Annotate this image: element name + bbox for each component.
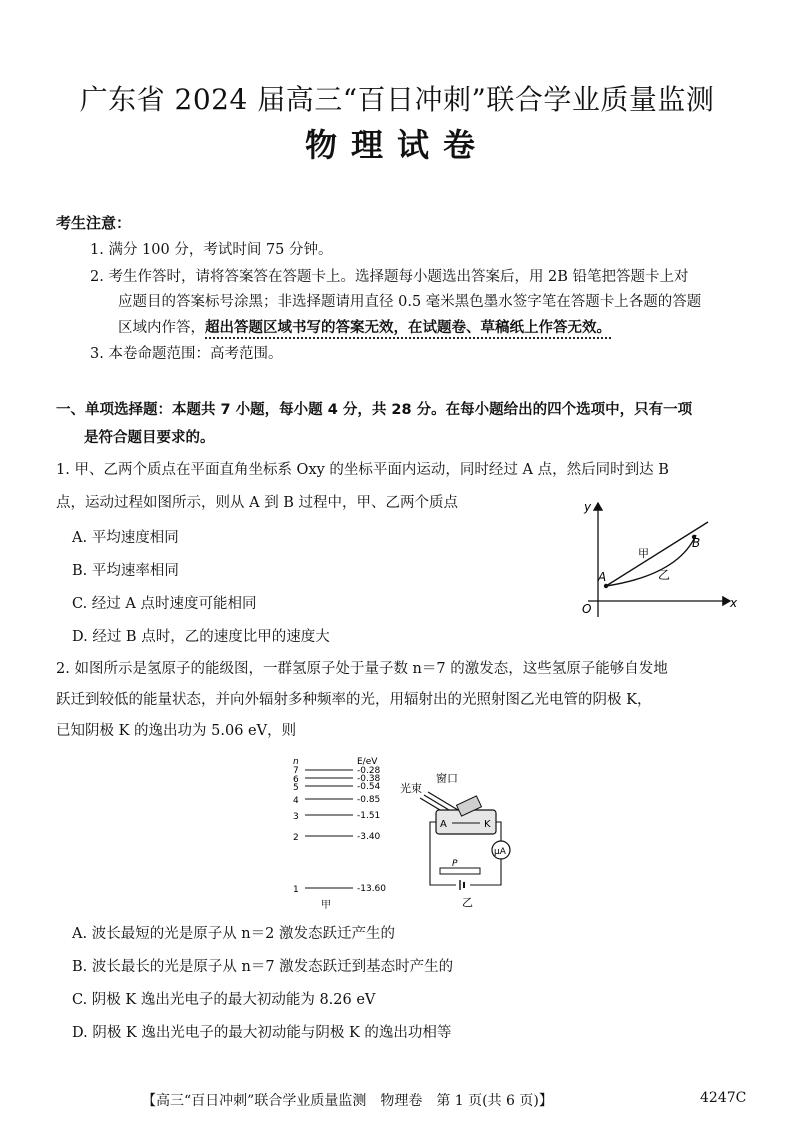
level-3 <box>293 811 380 822</box>
svg-text:-0.54: -0.54 <box>357 782 381 792</box>
point-b-label: B <box>692 536 701 550</box>
svg-text:-1.51: -1.51 <box>357 811 381 821</box>
notice-item-2-area: 区域内作答， <box>118 320 205 336</box>
label-jia: 甲 <box>638 547 649 560</box>
q2-option-d: D. 阴极 K 逸出光电子的最大初动能与阴极 K 的逸出功相等 <box>72 1025 452 1041</box>
wire-right <box>496 822 501 841</box>
q1-stem-line1: 1. 甲、乙两个质点在平面直角坐标系 Oxy 的坐标平面内运动，同时经过 A 点，然后同时到达 B <box>56 462 669 478</box>
notice-item-1: 1. 满分 100 分，考试时间 75 分钟。 <box>90 242 333 258</box>
q2-option-c: C. 阴极 K 逸出光电子的最大初动能为 8.26 eV <box>72 992 376 1008</box>
label-yi: 乙 <box>658 568 671 582</box>
q1-trajectory-figure <box>570 495 745 620</box>
slider-label: P <box>452 859 458 869</box>
notice-item-3: 3. 本卷命题范围：高考范围。 <box>90 346 283 362</box>
svg-text:1: 1 <box>293 885 299 895</box>
svg-text:5: 5 <box>293 783 299 793</box>
svg-text:7: 7 <box>293 766 299 776</box>
q2-option-a: A. 波长最短的光是原子从 n＝2 激发态跃迁产生的 <box>72 926 395 942</box>
notice-item-2-cont: 应题目的答案标号涂黑；非选择题请用直径 0.5 毫米黑色墨水签字笔在答题卡上各题的答题 <box>118 294 702 310</box>
q2-stem-line1: 2. 如图所示是氢原子的能级图，一群氢原子处于量子数 n＝7 的激发态，这些氢原子能够自发地 <box>56 661 668 677</box>
level-4 <box>293 795 380 806</box>
q2-stem-line2: 跃迁到较低的能量状态，并向外辐射多种频率的光，用辐射出的光照射图乙光电管的阴极 K， <box>56 692 652 708</box>
n-header: n <box>293 757 299 767</box>
e-header: E/eV <box>357 757 378 767</box>
svg-text:6: 6 <box>293 775 299 785</box>
path-jia <box>606 522 708 586</box>
q1-stem-line2: 点，运动过程如图所示，则从 A 到 B 过程中，甲、乙两个质点 <box>56 495 459 511</box>
exam-code: 4247C <box>700 1090 747 1106</box>
svg-text:-0.38: -0.38 <box>357 774 381 784</box>
rheostat <box>440 868 480 874</box>
exam-title: 广东省 2024 届高三“百日冲刺”联合学业质量监测 <box>79 83 715 116</box>
origin-label: O <box>582 602 592 616</box>
window-label: 窗口 <box>436 772 458 785</box>
energy-level-diagram <box>283 753 393 913</box>
svg-text:-3.40: -3.40 <box>357 832 381 842</box>
level-1 <box>293 884 386 895</box>
q1-option-b: B. 平均速率相同 <box>72 563 179 579</box>
level-2 <box>293 832 381 843</box>
tube-diagram-caption: 乙 <box>462 896 473 909</box>
microammeter-label: μA <box>494 847 506 857</box>
q1-option-c: C. 经过 A 点时速度可能相同 <box>72 596 257 612</box>
anode-label: A <box>440 819 447 830</box>
cathode-label: K <box>484 819 491 830</box>
svg-text:-0.28: -0.28 <box>357 766 381 776</box>
q2-stem-line3: 已知阴极 K 的逸出功为 5.06 eV，则 <box>56 723 297 739</box>
point-a-label: A <box>598 570 607 584</box>
svg-text:-0.85: -0.85 <box>357 795 381 805</box>
section-heading-cont: 是符合题目要求的。 <box>84 430 215 446</box>
notice-heading: 考生注意： <box>56 214 132 232</box>
svg-text:2: 2 <box>293 833 299 843</box>
notice-item-2-end <box>118 318 611 338</box>
q2-option-b: B. 波长最长的光是原子从 n＝7 激发态跃迁到基态时产生的 <box>72 959 454 975</box>
light-beam-label: 光束 <box>400 782 422 795</box>
photoelectric-tube-diagram <box>400 770 520 910</box>
notice-item-2: 2. 考生作答时，请将答案答在答题卡上。选择题每小题选出答案后，用 2B 铅笔把答题卡上对 <box>90 269 689 285</box>
q1-option-d: D. 经过 B 点时，乙的速度比甲的速度大 <box>72 629 330 645</box>
x-axis-label: x <box>730 596 738 610</box>
svg-text:-13.60: -13.60 <box>357 884 387 894</box>
page-footer: 【高三“百日冲刺”联合学业质量监测 物理卷 第 1 页(共 6 页)】 <box>142 1093 553 1109</box>
level-5 <box>293 782 381 793</box>
light-ray-3 <box>428 792 458 810</box>
svg-text:4: 4 <box>293 796 299 806</box>
notice-warning: 超出答题区域书写的答案无效，在试题卷、草稿纸上作答无效。 <box>205 320 611 339</box>
point-a <box>604 584 608 588</box>
section-heading: 一、单项选择题：本题共 7 小题，每小题 4 分，共 28 分。在每小题给出的四个选项中，只有一项 <box>56 402 693 418</box>
energy-diagram-caption: 甲 <box>321 900 331 911</box>
q1-option-a: A. 平均速度相同 <box>72 530 179 546</box>
y-axis-label: y <box>584 500 592 514</box>
svg-text:3: 3 <box>293 812 299 822</box>
exam-subtitle: 物理试卷 <box>304 126 489 164</box>
